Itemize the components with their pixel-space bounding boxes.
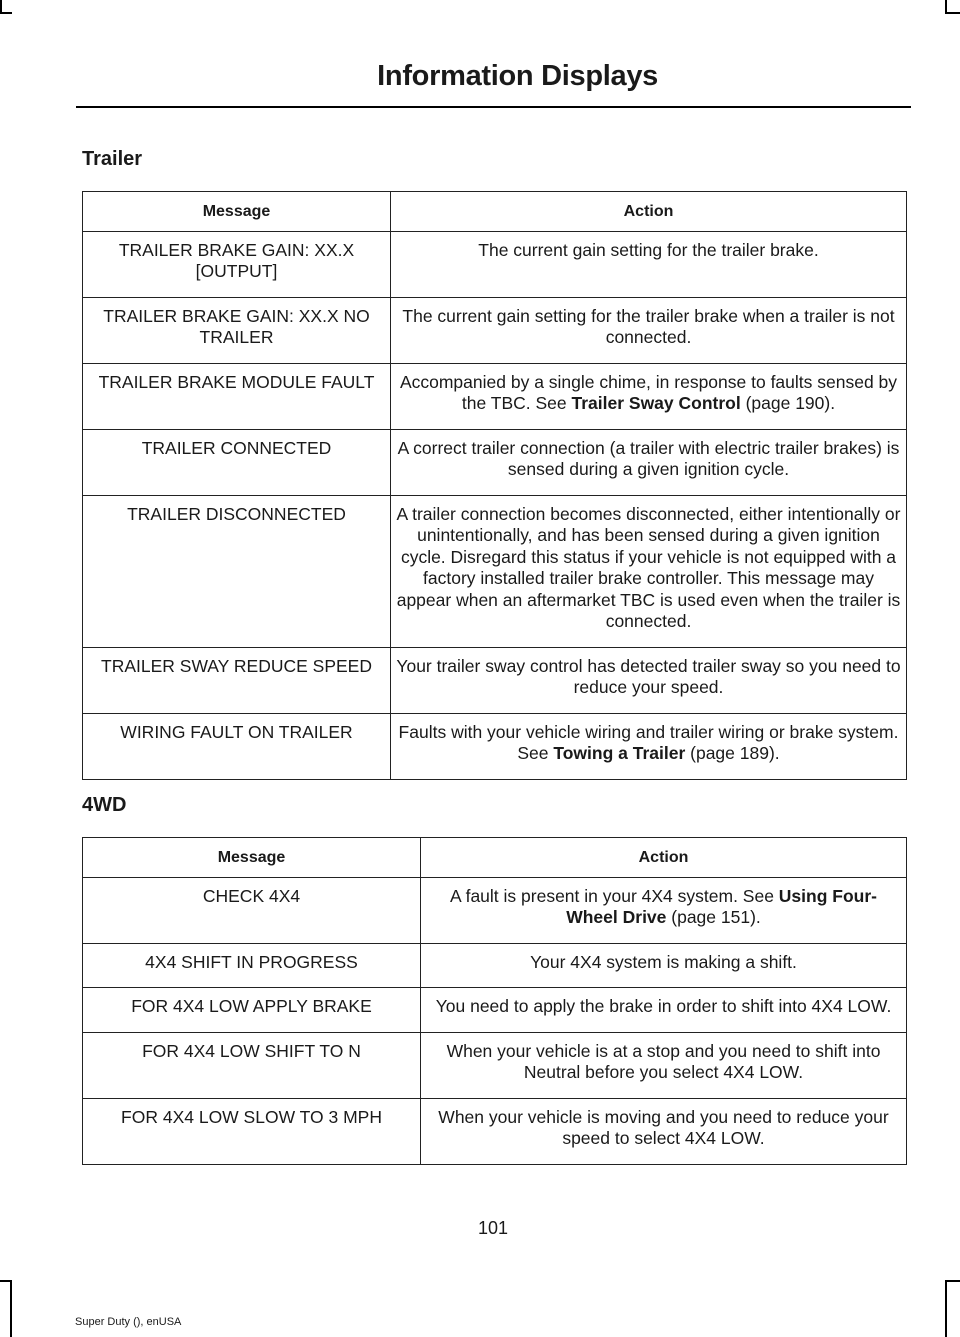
- table-row: [83, 713, 907, 779]
- page-reference: (page 189).: [685, 743, 780, 763]
- table-row: [83, 363, 907, 429]
- message-cell: FOR 4X4 LOW SHIFT TO N: [83, 1032, 421, 1098]
- table-row: [83, 1032, 907, 1098]
- message-cell: WIRING FAULT ON TRAILER: [83, 713, 391, 779]
- page-number: 101: [477, 1218, 509, 1238]
- cross-reference-link[interactable]: Towing a Trailer: [553, 743, 686, 763]
- crop-mark: [0, 0, 2, 12]
- message-cell: TRAILER BRAKE MODULE FAULT: [83, 363, 391, 429]
- crop-mark: [945, 12, 960, 14]
- message-cell: 4X4 SHIFT IN PROGRESS: [83, 943, 421, 988]
- message-cell: TRAILER BRAKE GAIN: XX.X [OUTPUT]: [83, 231, 391, 297]
- column-header-action: Action: [391, 192, 907, 232]
- page-reference: (page 190).: [740, 393, 836, 413]
- action-cell: [391, 363, 907, 429]
- table-row: [83, 877, 907, 943]
- action-text: Faults with your vehicle wiring and trailer wiring or brake system. See: [398, 721, 899, 763]
- crop-mark: [0, 1280, 12, 1282]
- cross-reference-link[interactable]: Trailer Sway Control: [571, 393, 741, 413]
- table-row: [83, 1098, 907, 1164]
- action-cell: A trailer connection becomes disconnected, either intentionally or unintentionally, and has been sensed during a given ignition cycle. Disregard this status if your vehicle is not equipped with a factory installed trailer brake controller. This message may appear when an aftermarket TBC is used even when the trailer is connected.: [391, 495, 907, 647]
- message-cell: FOR 4X4 LOW SLOW TO 3 MPH: [83, 1098, 421, 1164]
- table-row: [83, 231, 907, 297]
- table-header-row: [83, 192, 907, 232]
- action-cell: When your vehicle is at a stop and you need to shift into Neutral before you select 4X4 LOW.: [421, 1032, 907, 1098]
- crop-mark: [945, 1280, 960, 1282]
- section-title-trailer: Trailer: [82, 148, 143, 170]
- message-cell: CHECK 4X4: [83, 877, 421, 943]
- action-text: A fault is present in your 4X4 system. See: [450, 885, 779, 906]
- action-cell: You need to apply the brake in order to shift into 4X4 LOW.: [421, 988, 907, 1033]
- header-divider: [76, 106, 911, 108]
- section-title-4wd: 4WD: [82, 794, 127, 816]
- crop-mark: [945, 0, 947, 12]
- page-reference: (page 151).: [666, 907, 761, 927]
- footer-edition-text: Super Duty (), enUSA: [75, 1316, 182, 1328]
- cross-reference-link[interactable]: Using Four-Wheel Drive: [566, 885, 877, 927]
- trailer-message-table: [82, 191, 907, 780]
- table-row: [83, 647, 907, 713]
- column-header-message: Message: [83, 838, 421, 878]
- table-row: [83, 988, 907, 1033]
- action-cell: When your vehicle is moving and you need to reduce your speed to select 4X4 LOW.: [421, 1098, 907, 1164]
- action-text: Accompanied by a single chime, in response to faults sensed by the TBC. See: [399, 371, 898, 413]
- message-cell: TRAILER SWAY REDUCE SPEED: [83, 647, 391, 713]
- crop-mark: [0, 12, 12, 14]
- table-row: [83, 429, 907, 495]
- action-cell: [391, 713, 907, 779]
- action-cell: [421, 877, 907, 943]
- crop-mark: [945, 1280, 947, 1337]
- message-cell: FOR 4X4 LOW APPLY BRAKE: [83, 988, 421, 1033]
- 4wd-message-table: [82, 837, 907, 1165]
- action-cell: A correct trailer connection (a trailer with electric trailer brakes) is sensed during a given ignition cycle.: [391, 429, 907, 495]
- message-cell: TRAILER DISCONNECTED: [83, 495, 391, 647]
- table-header-row: [83, 838, 907, 878]
- column-header-action: Action: [421, 838, 907, 878]
- page-header-title: Information Displays: [377, 60, 658, 92]
- action-cell: The current gain setting for the trailer brake when a trailer is not connected.: [391, 297, 907, 363]
- table-row: [83, 943, 907, 988]
- message-cell: TRAILER BRAKE GAIN: XX.X NO TRAILER: [83, 297, 391, 363]
- action-cell: The current gain setting for the trailer brake.: [391, 231, 907, 297]
- message-cell: TRAILER CONNECTED: [83, 429, 391, 495]
- action-cell: Your trailer sway control has detected trailer sway so you need to reduce your speed.: [391, 647, 907, 713]
- column-header-message: Message: [83, 192, 391, 232]
- action-cell: Your 4X4 system is making a shift.: [421, 943, 907, 988]
- table-row: [83, 297, 907, 363]
- crop-mark: [10, 1280, 12, 1337]
- table-row: [83, 495, 907, 647]
